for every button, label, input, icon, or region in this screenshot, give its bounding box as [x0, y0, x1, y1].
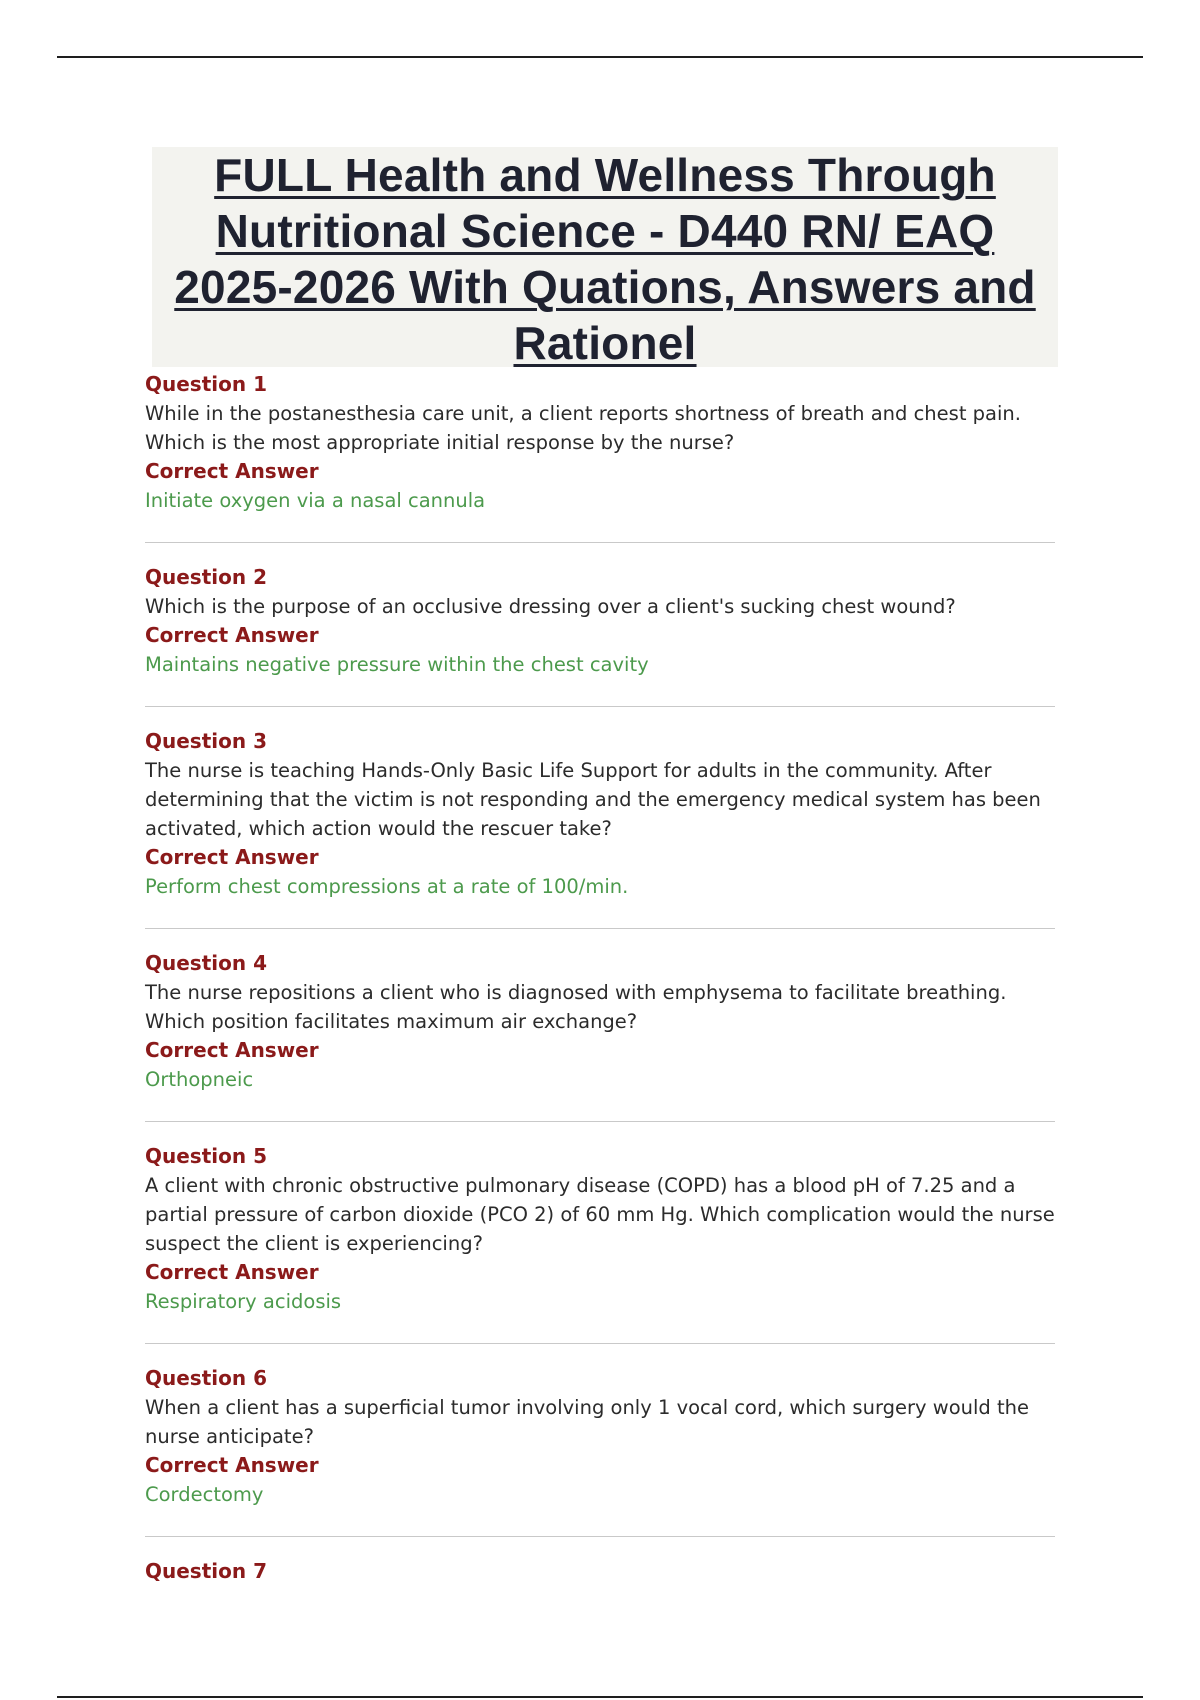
title-block — [152, 147, 1058, 367]
question-text: When a client has a superficial tumor involving only 1 vocal cord, which surgery would the nurse anticipate? — [145, 1396, 1029, 1448]
correct-answer-text: Orthopneic — [145, 1068, 254, 1091]
question-label: Question 1 — [145, 372, 267, 396]
correct-answer-text: Cordectomy — [145, 1483, 264, 1506]
question-text: While in the postanesthesia care unit, a client reports shortness of breath and chest pain. Which is the most appropriate initial response by the nurse? — [145, 402, 1021, 454]
correct-answer-label: Correct Answer — [145, 459, 319, 483]
correct-answer-text: Maintains negative pressure within the chest cavity — [145, 653, 649, 676]
document-title: FULL Health and Wellness Through Nutritional Science - D440 RN/ EAQ 2025-2026 With Quations, Answers and Rationel — [174, 149, 1036, 369]
question-item-2 — [145, 563, 1055, 707]
correct-answer-label: Correct Answer — [145, 1038, 319, 1062]
question-text: The nurse repositions a client who is diagnosed with emphysema to facilitate breathing. Which position facilitates maximum air exchange? — [145, 981, 1007, 1033]
question-label: Question 6 — [145, 1366, 267, 1390]
question-label: Question 4 — [145, 951, 267, 975]
correct-answer-label: Correct Answer — [145, 1260, 319, 1284]
question-label: Question 3 — [145, 729, 267, 753]
top-rule — [57, 56, 1143, 58]
question-label: Question 5 — [145, 1144, 267, 1168]
bottom-rule — [57, 1696, 1143, 1698]
question-text: The nurse is teaching Hands-Only Basic Life Support for adults in the community. After determining that the victim is not responding and the emergency medical system has been activated, which action would the rescuer take? — [145, 759, 1041, 840]
question-item-1 — [145, 370, 1055, 543]
question-text: A client with chronic obstructive pulmonary disease (COPD) has a blood pH of 7.25 and a partial pressure of carbon dioxide (PCO 2) of 60 mm Hg. Which complication would the nurse suspect the client is experiencing? — [145, 1174, 1055, 1255]
question-text: Which is the purpose of an occlusive dressing over a client's sucking chest wound? — [145, 595, 956, 618]
correct-answer-label: Correct Answer — [145, 1453, 319, 1477]
question-label: Question 7 — [145, 1559, 267, 1583]
question-list — [145, 370, 1055, 1633]
question-item-3 — [145, 727, 1055, 929]
correct-answer-text: Respiratory acidosis — [145, 1290, 342, 1313]
question-item-4 — [145, 949, 1055, 1122]
correct-answer-text: Initiate oxygen via a nasal cannula — [145, 489, 486, 512]
question-item-5 — [145, 1142, 1055, 1344]
correct-answer-text: Perform chest compressions at a rate of 100/min. — [145, 875, 629, 898]
correct-answer-label: Correct Answer — [145, 623, 319, 647]
question-item-7 — [145, 1557, 1055, 1613]
question-label: Question 2 — [145, 565, 267, 589]
question-item-6 — [145, 1364, 1055, 1537]
correct-answer-label: Correct Answer — [145, 845, 319, 869]
